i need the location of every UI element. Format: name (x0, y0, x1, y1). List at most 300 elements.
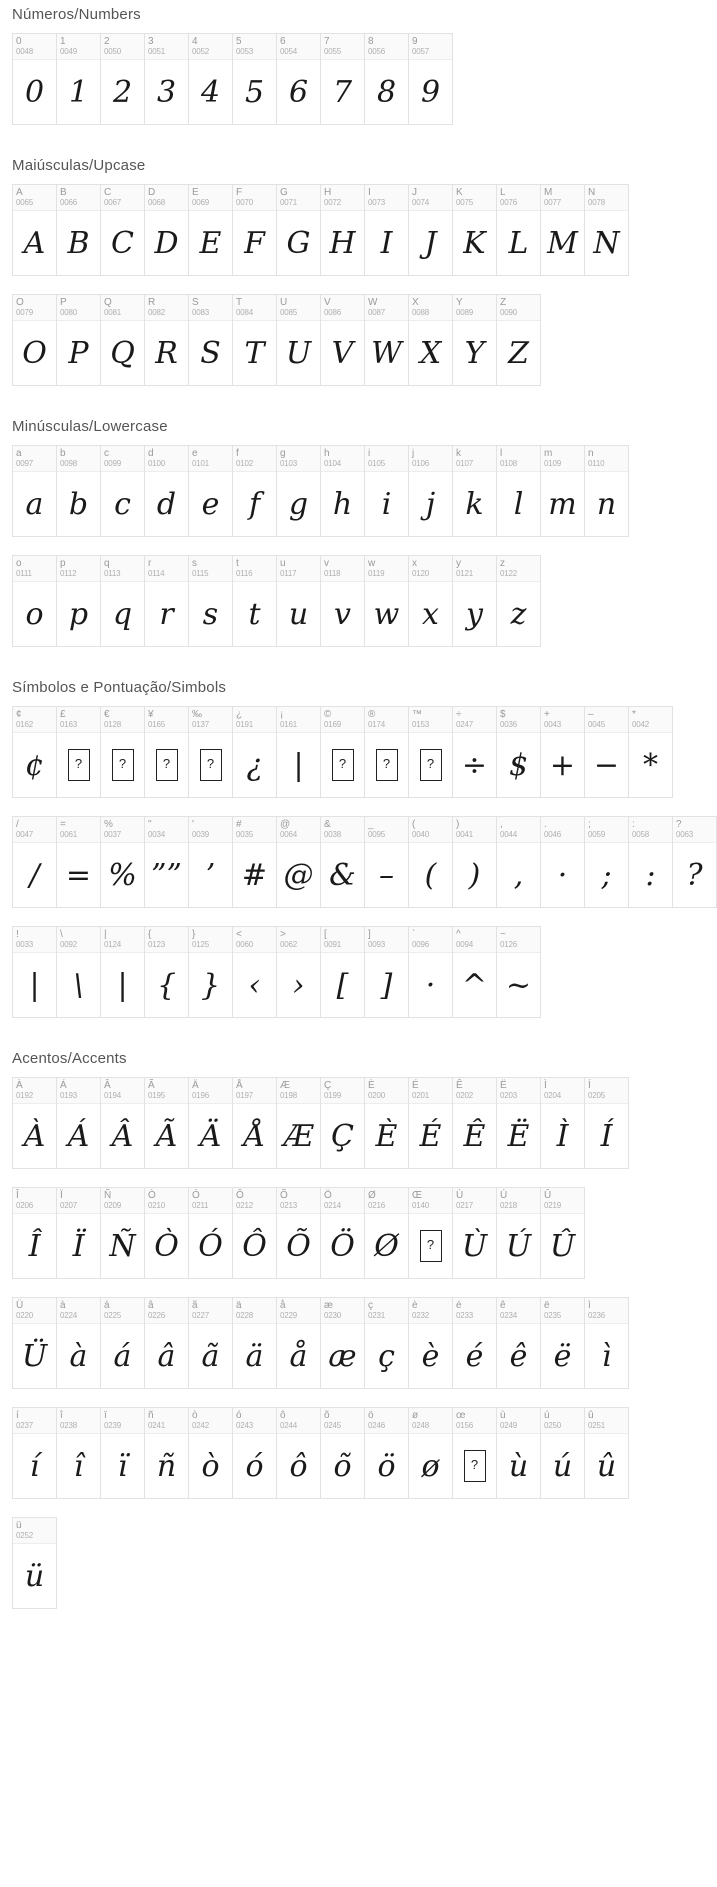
glyph-cell[interactable] (145, 927, 189, 1018)
glyph-preview: 3 (156, 74, 177, 110)
glyph-code-label: 0113 (104, 569, 121, 578)
glyph-preview: 6 (288, 74, 309, 110)
glyph-cell[interactable] (585, 1408, 629, 1499)
glyph-cell[interactable] (277, 34, 321, 125)
glyph-cell[interactable] (409, 1188, 453, 1279)
glyph-char-label: ; (588, 819, 591, 830)
glyph-char-label: ë (544, 1300, 550, 1311)
glyph-cell[interactable] (189, 1188, 233, 1279)
glyph-cell[interactable] (585, 1078, 629, 1169)
glyph-cell[interactable] (321, 927, 365, 1018)
glyph-cell[interactable] (409, 817, 453, 908)
glyph-cell[interactable] (13, 1408, 57, 1499)
glyph-preview: C (111, 225, 134, 261)
glyph-cell[interactable] (497, 295, 541, 386)
glyph-row (12, 1407, 629, 1499)
glyph-cell[interactable] (453, 817, 497, 908)
glyph-char-label: u (280, 558, 286, 569)
glyph-preview: | (293, 747, 304, 783)
glyph-meta (13, 1188, 56, 1214)
glyph-meta (453, 1078, 496, 1104)
glyph-cell[interactable] (101, 927, 145, 1018)
glyph-meta (497, 817, 540, 843)
glyph-cell[interactable] (409, 185, 453, 276)
glyph-meta (189, 817, 232, 843)
glyph-cell[interactable] (365, 707, 409, 798)
glyph-cell[interactable] (321, 295, 365, 386)
glyph-cell[interactable] (453, 1078, 497, 1169)
glyph-char-label: c (104, 448, 109, 459)
glyph-cell[interactable] (189, 1408, 233, 1499)
glyph-char-label: 7 (324, 36, 330, 47)
glyph-code-label: 0119 (368, 569, 385, 578)
glyph-code-label: 0092 (60, 940, 77, 949)
glyph-cell[interactable] (145, 34, 189, 125)
glyph-char-label: h (324, 448, 330, 459)
glyph-preview: w (373, 596, 400, 632)
glyph-code-label: 0051 (148, 47, 165, 56)
glyph-cell[interactable] (321, 185, 365, 276)
glyph-cell[interactable] (233, 1188, 277, 1279)
glyph-cell[interactable] (365, 34, 409, 125)
glyph-cell[interactable] (409, 556, 453, 647)
glyph-char-label: í (16, 1410, 19, 1421)
glyph-cell[interactable] (497, 1408, 541, 1499)
missing-glyph-icon: ? (464, 1450, 486, 1482)
glyph-cell[interactable] (233, 295, 277, 386)
glyph-char-label: # (236, 819, 242, 830)
glyph-cell[interactable] (101, 295, 145, 386)
glyph-code-label: 0124 (104, 940, 121, 949)
glyph-char-label: 3 (148, 36, 154, 47)
glyph-cell[interactable] (233, 556, 277, 647)
glyph-meta (145, 185, 188, 211)
glyph-cell[interactable] (321, 1078, 365, 1169)
glyph-char-label: õ (324, 1410, 330, 1421)
glyph-cell[interactable] (497, 1078, 541, 1169)
glyph-cell[interactable] (233, 185, 277, 276)
glyph-cell[interactable] (101, 1408, 145, 1499)
glyph-cell[interactable] (57, 1408, 101, 1499)
glyph-cell[interactable] (57, 185, 101, 276)
glyph-preview: V (331, 335, 354, 371)
glyph-cell[interactable] (365, 556, 409, 647)
glyph-cell[interactable] (365, 446, 409, 537)
glyph-cell[interactable] (497, 817, 541, 908)
glyph-cell[interactable] (13, 1518, 57, 1609)
glyph-meta (321, 707, 364, 733)
glyph-code-label: 0040 (412, 830, 429, 839)
glyph-cell[interactable] (101, 185, 145, 276)
glyph-cell[interactable] (277, 556, 321, 647)
glyph-cell[interactable] (541, 185, 585, 276)
glyph-meta (233, 446, 276, 472)
glyph-char-label: ^ (456, 929, 461, 940)
glyph-cell[interactable] (453, 707, 497, 798)
glyph-char-label: K (456, 187, 463, 198)
glyph-row (12, 294, 541, 386)
glyph-code-label: 0218 (500, 1201, 517, 1210)
glyph-code-label: 0230 (324, 1311, 341, 1320)
glyph-cell[interactable] (233, 707, 277, 798)
glyph-meta (13, 1408, 56, 1434)
glyph-cell[interactable] (145, 1078, 189, 1169)
glyph-char-label: Œ (412, 1190, 422, 1201)
glyph-cell[interactable] (453, 295, 497, 386)
glyph-cell[interactable] (13, 817, 57, 908)
glyph-cell[interactable] (409, 1298, 453, 1389)
glyph-cell[interactable] (497, 185, 541, 276)
glyph-cell[interactable] (189, 1298, 233, 1389)
glyph-code-label: 0109 (544, 459, 561, 468)
glyph-cell[interactable] (277, 185, 321, 276)
glyph-cell[interactable] (365, 295, 409, 386)
glyph-char-label: á (104, 1300, 110, 1311)
glyph-char-label: Ú (500, 1190, 508, 1201)
glyph-char-label: Î (16, 1190, 19, 1201)
glyph-cell[interactable] (233, 34, 277, 125)
glyph-preview: À (23, 1118, 46, 1154)
glyph-cell[interactable] (101, 1188, 145, 1279)
glyph-preview (145, 733, 188, 797)
glyph-cell[interactable] (57, 1188, 101, 1279)
glyph-cell[interactable] (101, 817, 145, 908)
glyph-cell[interactable] (189, 707, 233, 798)
glyph-cell[interactable] (453, 1298, 497, 1389)
glyph-cell[interactable] (57, 446, 101, 537)
glyph-cell[interactable] (57, 34, 101, 125)
glyph-code-label: 0112 (60, 569, 77, 578)
glyph-char-label: Ö (324, 1190, 332, 1201)
glyph-char-label: Ù (456, 1190, 464, 1201)
glyph-cell[interactable] (189, 34, 233, 125)
glyph-preview: J (424, 225, 437, 261)
glyph-cell[interactable] (321, 34, 365, 125)
glyph-char-label: É (412, 1080, 419, 1091)
glyph-cell[interactable] (145, 1188, 189, 1279)
glyph-cell[interactable] (13, 1298, 57, 1389)
glyph-cell[interactable] (145, 817, 189, 908)
glyph-meta (497, 1078, 540, 1104)
glyph-cell[interactable] (541, 817, 585, 908)
glyph-cell[interactable] (57, 1298, 101, 1389)
glyph-cell[interactable] (13, 1188, 57, 1279)
glyph-cell[interactable] (365, 1408, 409, 1499)
glyph-cell[interactable] (13, 1078, 57, 1169)
glyph-cell[interactable] (497, 1188, 541, 1279)
glyph-code-label: 0248 (412, 1421, 429, 1430)
glyph-char-label: œ (456, 1410, 466, 1421)
glyph-cell[interactable] (233, 1298, 277, 1389)
glyph-char-label: M (544, 187, 553, 198)
glyph-meta (585, 1078, 628, 1104)
glyph-cell[interactable] (277, 1188, 321, 1279)
glyph-cell[interactable] (321, 556, 365, 647)
glyph-cell[interactable] (13, 185, 57, 276)
glyph-preview: É (419, 1118, 442, 1154)
glyph-preview: Ù (461, 1228, 488, 1264)
glyph-cell[interactable] (365, 1078, 409, 1169)
glyph-char-label: ã (192, 1300, 198, 1311)
glyph-cell[interactable] (497, 927, 541, 1018)
glyph-cell[interactable] (277, 446, 321, 537)
glyph-cell[interactable] (365, 927, 409, 1018)
glyph-preview: ã (201, 1338, 220, 1374)
glyph-cell[interactable] (145, 446, 189, 537)
glyph-cell[interactable] (277, 817, 321, 908)
glyph-cell[interactable] (365, 817, 409, 908)
glyph-cell[interactable] (13, 927, 57, 1018)
glyph-cell[interactable] (101, 446, 145, 537)
glyph-cell[interactable] (145, 556, 189, 647)
glyph-cell[interactable] (13, 295, 57, 386)
glyph-meta (541, 185, 584, 211)
glyph-cell[interactable] (585, 446, 629, 537)
glyph-preview: Â (111, 1118, 134, 1154)
glyph-cell[interactable] (13, 446, 57, 537)
glyph-char-label: Æ (280, 1080, 290, 1091)
glyph-meta (13, 707, 56, 733)
glyph-cell[interactable] (277, 707, 321, 798)
glyph-char-label: ) (456, 819, 460, 830)
glyph-cell[interactable] (541, 446, 585, 537)
glyph-char-label: . (544, 819, 547, 830)
glyph-char-label: d (148, 448, 154, 459)
glyph-preview: Ü (21, 1338, 48, 1374)
glyph-cell[interactable] (101, 1298, 145, 1389)
glyph-preview: s (202, 596, 219, 632)
glyph-code-label: 0224 (60, 1311, 77, 1320)
glyph-meta (277, 1188, 320, 1214)
glyph-preview: N (593, 225, 620, 261)
glyph-cell[interactable] (409, 927, 453, 1018)
glyph-preview: | (117, 967, 128, 1003)
glyph-cell[interactable] (365, 185, 409, 276)
glyph-cell[interactable] (541, 1188, 585, 1279)
glyph-row (12, 706, 673, 798)
glyph-preview: [ (336, 967, 349, 1003)
glyph-cell[interactable] (321, 446, 365, 537)
glyph-preview: – (379, 857, 394, 893)
glyph-code-label: 0234 (500, 1311, 517, 1320)
glyph-char-label: ú (544, 1410, 550, 1421)
glyph-cell[interactable] (13, 556, 57, 647)
glyph-cell[interactable] (57, 817, 101, 908)
glyph-char-label: £ (60, 709, 66, 720)
glyph-cell[interactable] (189, 295, 233, 386)
glyph-meta (189, 34, 232, 60)
glyph-char-label: Ø (368, 1190, 376, 1201)
glyph-code-label: 0035 (236, 830, 253, 839)
glyph-meta (277, 1078, 320, 1104)
glyph-meta (497, 1408, 540, 1434)
glyph-cell[interactable] (629, 707, 673, 798)
glyph-cell[interactable] (585, 1298, 629, 1389)
glyph-cell[interactable] (189, 1078, 233, 1169)
glyph-cell[interactable] (233, 927, 277, 1018)
glyph-char-label: B (60, 187, 67, 198)
glyph-cell[interactable] (497, 1298, 541, 1389)
glyph-cell[interactable] (673, 817, 717, 908)
glyph-cell[interactable] (233, 817, 277, 908)
glyph-cell[interactable] (233, 1408, 277, 1499)
glyph-char-label: ü (16, 1520, 22, 1531)
glyph-cell[interactable] (497, 446, 541, 537)
glyph-cell[interactable] (57, 1078, 101, 1169)
glyph-char-label: f (236, 448, 239, 459)
glyph-preview: ó (245, 1448, 264, 1484)
glyph-cell[interactable] (321, 707, 365, 798)
glyph-cell[interactable] (101, 1078, 145, 1169)
glyph-preview: + (549, 747, 576, 783)
glyph-cell[interactable] (365, 1298, 409, 1389)
glyph-cell[interactable] (585, 185, 629, 276)
glyph-cell[interactable] (57, 295, 101, 386)
glyph-cell[interactable] (541, 1408, 585, 1499)
glyph-cell[interactable] (57, 927, 101, 1018)
glyph-row (12, 33, 453, 125)
glyph-cell[interactable] (409, 1078, 453, 1169)
glyph-cell[interactable] (189, 817, 233, 908)
glyph-char-label: & (324, 819, 331, 830)
glyph-cell[interactable] (233, 446, 277, 537)
glyph-cell[interactable] (145, 295, 189, 386)
glyph-meta (189, 1188, 232, 1214)
glyph-preview: Í (600, 1118, 613, 1154)
glyph-char-label: Ç (324, 1080, 332, 1091)
glyph-code-label: 0205 (588, 1091, 605, 1100)
glyph-cell[interactable] (453, 1188, 497, 1279)
glyph-code-label: 0037 (104, 830, 121, 839)
glyph-preview: ¿ (246, 747, 263, 783)
glyph-cell[interactable] (277, 1408, 321, 1499)
glyph-cell[interactable] (189, 185, 233, 276)
glyph-cell[interactable] (101, 556, 145, 647)
glyph-code-label: 0071 (280, 198, 297, 207)
glyph-cell[interactable] (497, 556, 541, 647)
glyph-char-label: â (148, 1300, 154, 1311)
glyph-cell[interactable] (409, 295, 453, 386)
glyph-meta (541, 1078, 584, 1104)
glyph-char-label: Á (60, 1080, 67, 1091)
glyph-cell[interactable] (453, 1408, 497, 1499)
glyph-preview: î (73, 1448, 84, 1484)
glyph-cell[interactable] (277, 1298, 321, 1389)
glyph-cell[interactable] (321, 1298, 365, 1389)
glyph-code-label: 0044 (500, 830, 517, 839)
glyph-char-label: æ (324, 1300, 333, 1311)
glyph-meta (321, 185, 364, 211)
glyph-preview: Y (464, 335, 485, 371)
glyph-cell[interactable] (541, 707, 585, 798)
glyph-cell[interactable] (541, 1298, 585, 1389)
glyph-cell[interactable] (497, 707, 541, 798)
glyph-cell[interactable] (453, 185, 497, 276)
glyph-cell[interactable] (453, 446, 497, 537)
glyph-cell[interactable] (409, 1408, 453, 1499)
glyph-char-label: D (148, 187, 156, 198)
glyph-code-label: 0046 (544, 830, 561, 839)
glyph-preview: R (155, 335, 178, 371)
glyph-cell[interactable] (321, 817, 365, 908)
glyph-cell[interactable] (629, 817, 673, 908)
glyph-cell[interactable] (13, 707, 57, 798)
glyph-code-label: 0078 (588, 198, 605, 207)
glyph-meta (145, 1188, 188, 1214)
glyph-cell[interactable] (321, 1188, 365, 1279)
glyph-cell[interactable] (101, 707, 145, 798)
glyph-preview: Ï (72, 1228, 85, 1264)
glyph-cell[interactable] (453, 556, 497, 647)
glyph-cell[interactable] (453, 927, 497, 1018)
glyph-code-label: 0243 (236, 1421, 253, 1430)
glyph-meta (365, 817, 408, 843)
glyph-cell[interactable] (277, 927, 321, 1018)
glyph-char-label: Ô (236, 1190, 244, 1201)
glyph-cell[interactable] (585, 817, 629, 908)
glyph-cell[interactable] (57, 707, 101, 798)
glyph-code-label: 0041 (456, 830, 473, 839)
glyph-code-label: 0201 (412, 1091, 429, 1100)
glyph-cell[interactable] (145, 707, 189, 798)
glyph-cell[interactable] (189, 927, 233, 1018)
glyph-preview: M (547, 225, 578, 261)
glyph-char-label: 6 (280, 36, 286, 47)
glyph-cell[interactable] (189, 556, 233, 647)
glyph-code-label: 0059 (588, 830, 605, 839)
missing-glyph-icon: ? (376, 749, 398, 781)
glyph-meta (101, 34, 144, 60)
glyph-cell[interactable] (233, 1078, 277, 1169)
glyph-meta (497, 185, 540, 211)
glyph-cell[interactable] (585, 707, 629, 798)
glyph-meta (101, 185, 144, 211)
glyph-cell[interactable] (409, 446, 453, 537)
glyph-meta (57, 1298, 100, 1324)
glyph-cell[interactable] (145, 1298, 189, 1389)
glyph-cell[interactable] (321, 1408, 365, 1499)
glyph-char-label: ó (236, 1410, 242, 1421)
glyph-cell[interactable] (101, 34, 145, 125)
glyph-cell[interactable] (365, 1188, 409, 1279)
glyph-meta (145, 34, 188, 60)
glyph-cell[interactable] (189, 446, 233, 537)
glyph-cell[interactable] (145, 185, 189, 276)
glyph-preview: o (25, 596, 44, 632)
glyph-row (12, 184, 629, 276)
glyph-meta (321, 817, 364, 843)
glyph-cell[interactable] (541, 1078, 585, 1169)
glyph-cell[interactable] (13, 34, 57, 125)
glyph-preview: ¢ (24, 747, 45, 783)
glyph-meta (453, 1188, 496, 1214)
glyph-preview: u (288, 596, 309, 632)
glyph-code-label: 0192 (16, 1091, 33, 1100)
glyph-meta (365, 1298, 408, 1324)
glyph-meta (365, 927, 408, 953)
glyph-preview: t (248, 596, 261, 632)
glyph-cell[interactable] (277, 1078, 321, 1169)
glyph-cell[interactable] (409, 34, 453, 125)
glyph-cell[interactable] (409, 707, 453, 798)
glyph-code-label: 0236 (588, 1311, 605, 1320)
glyph-preview: È (375, 1118, 398, 1154)
glyph-preview: ë (553, 1338, 572, 1374)
glyph-cell[interactable] (277, 295, 321, 386)
glyph-cell[interactable] (57, 556, 101, 647)
glyph-cell[interactable] (145, 1408, 189, 1499)
glyph-code-label: 0052 (192, 47, 209, 56)
